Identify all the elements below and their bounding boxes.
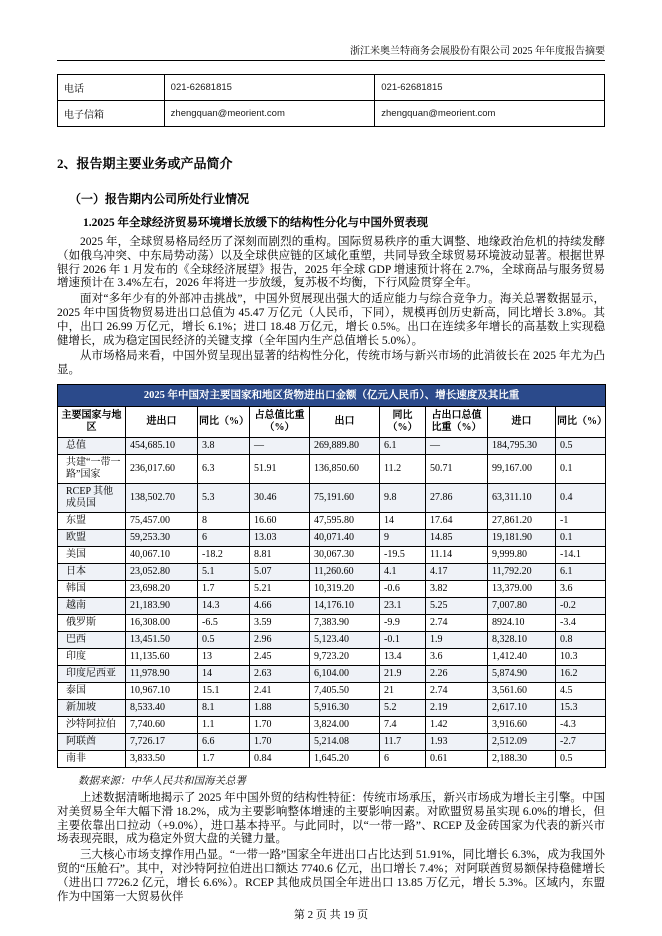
col-header-region: 主要国家与地区 bbox=[58, 407, 126, 438]
trade-table-value-cell: 23.1 bbox=[380, 598, 426, 615]
contact-row-phone bbox=[58, 75, 605, 101]
trade-table-row bbox=[58, 666, 606, 683]
trade-table-value-cell: 2.74 bbox=[426, 683, 488, 700]
trade-table-value-cell: -14.1 bbox=[556, 547, 606, 564]
contact-row-email bbox=[58, 101, 605, 127]
phone-label: 电话 bbox=[58, 75, 165, 101]
trade-table-row bbox=[58, 700, 606, 717]
trade-table-region-cell: 总值 bbox=[58, 438, 126, 455]
trade-table-value-cell: 1.1 bbox=[198, 717, 250, 734]
trade-table-value-cell: -3.4 bbox=[556, 615, 606, 632]
trade-table-value-cell: 11,135.60 bbox=[126, 649, 198, 666]
trade-table-region-cell: 日本 bbox=[58, 564, 126, 581]
trade-table-value-cell: 0.5 bbox=[556, 438, 606, 455]
body-paragraph-3: 从市场格局来看，中国外贸呈现出显著的结构性分化，传统市场与新兴市场的此消彼长在 2025 年尤为凸显。 bbox=[57, 350, 605, 377]
trade-table-value-cell: 21.9 bbox=[380, 666, 426, 683]
trade-table-row bbox=[58, 751, 606, 768]
trade-table-row bbox=[58, 683, 606, 700]
trade-table-region-cell: 印度尼西亚 bbox=[58, 666, 126, 683]
trade-table-row bbox=[58, 530, 606, 547]
trade-table-value-cell: 4.66 bbox=[250, 598, 310, 615]
trade-table-value-cell: 6,104.00 bbox=[310, 666, 380, 683]
trade-table-value-cell: 2,512.09 bbox=[488, 734, 556, 751]
trade-table-value-cell: 1.70 bbox=[250, 717, 310, 734]
trade-table-value-cell: 7,726.17 bbox=[126, 734, 198, 751]
trade-table-value-cell: 11,260.60 bbox=[310, 564, 380, 581]
trade-table-value-cell: 1.9 bbox=[426, 632, 488, 649]
trade-table-value-cell: 30,067.30 bbox=[310, 547, 380, 564]
phone-value-2: 021-62681815 bbox=[375, 75, 605, 101]
trade-table-value-cell: 7,007.80 bbox=[488, 598, 556, 615]
trade-table-value-cell: -4.3 bbox=[556, 717, 606, 734]
trade-table-value-cell: 14 bbox=[198, 666, 250, 683]
trade-table-value-cell: 1.42 bbox=[426, 717, 488, 734]
trade-table-value-cell: 2.96 bbox=[250, 632, 310, 649]
trade-table-region-cell: 韩国 bbox=[58, 581, 126, 598]
trade-table-value-cell: 11.7 bbox=[380, 734, 426, 751]
trade-table-value-cell: 5.1 bbox=[198, 564, 250, 581]
trade-table-value-cell: 0.84 bbox=[250, 751, 310, 768]
body-paragraph-1: 2025 年，全球贸易格局经历了深刻而剧烈的重构。国际贸易秩序的重大调整、地缘政治危机的持续发酵（如俄乌冲突、中东局势动荡）以及全球供应链的区域化重塑，共同导致全球贸易环境波动显著。根据世界银行 2026 年 1 月发布的《全球经济展望》报告，2025 年全球 GDP 增速预计将在 2.7%，全球商品与服务贸易增速预计在 3.4%左右，2026 年将进一步放缓，复苏极不均衡，下行风险贯穿全年。 bbox=[57, 236, 605, 290]
body-paragraph-4: 上述数据清晰地揭示了 2025 年中国外贸的结构性特征：传统市场承压，新兴市场成为增长主引擎。中国对美贸易全年大幅下滑 18.2%，成为主要影响整体增速的主要影响因素。对欧盟贸易虽实现 6.0%的增长，但主要依靠出口拉动（+9.0%），进口基本持平。与此同时，以“一带一路”、RCEP 及金砖国家为代表的新兴市场表现亮眼，成为稳定外贸大盘的关键力量。 bbox=[57, 792, 605, 846]
trade-table-value-cell: 13 bbox=[198, 649, 250, 666]
trade-table-value-cell: 2.45 bbox=[250, 649, 310, 666]
trade-table-value-cell: 13.03 bbox=[250, 530, 310, 547]
trade-table-row bbox=[58, 734, 606, 751]
trade-table-value-cell: 0.5 bbox=[198, 632, 250, 649]
trade-table-value-cell: 19,181.90 bbox=[488, 530, 556, 547]
trade-table-title: 2025 年中国对主要国家和地区货物进出口金额（亿元人民币）、增长速度及其比重 bbox=[58, 384, 606, 406]
trade-table-value-cell: -2.7 bbox=[556, 734, 606, 751]
header-divider bbox=[57, 60, 605, 61]
body-paragraph-5: 三大核心市场支撑作用凸显。“一带一路”国家全年进出口占比达到 51.91%，同比增长 6.3%，成为我国外贸的“压舱石”。其中，对沙特阿拉伯进出口额达 7740.6 亿元，出口增长 7.4%；对阿联酋贸易额保持稳健增长（进出口 7726.2 亿元，增长 6.6%）。RCEP 其他成员国全年进出口 13.85 万亿元，增长 5.3%。区域内，东盟作为中国第一大贸易伙伴 bbox=[57, 849, 605, 903]
trade-table-value-cell: 30.46 bbox=[250, 484, 310, 513]
trade-table-value-cell: 236,017.60 bbox=[126, 455, 198, 484]
trade-table-value-cell: 3.59 bbox=[250, 615, 310, 632]
trade-table-value-cell: 2.74 bbox=[426, 615, 488, 632]
email-label: 电子信箱 bbox=[58, 101, 165, 127]
trade-table-value-cell: 1,412.40 bbox=[488, 649, 556, 666]
trade-table-row bbox=[58, 717, 606, 734]
trade-table-row bbox=[58, 455, 606, 484]
trade-table-value-cell: -1 bbox=[556, 513, 606, 530]
trade-table-region-cell: 美国 bbox=[58, 547, 126, 564]
trade-table-value-cell: 1,645.20 bbox=[310, 751, 380, 768]
trade-table-value-cell: 5,874.90 bbox=[488, 666, 556, 683]
trade-table-value-cell: 5,123.40 bbox=[310, 632, 380, 649]
email-value-1: zhengquan@meorient.com bbox=[164, 101, 375, 127]
contact-info-table bbox=[57, 74, 605, 127]
trade-table-value-cell: 27.86 bbox=[426, 484, 488, 513]
trade-table-value-cell: 14.3 bbox=[198, 598, 250, 615]
industry-subsection-title: （一）报告期内公司所处行业情况 bbox=[69, 192, 250, 206]
trade-table-value-cell: 10.3 bbox=[556, 649, 606, 666]
trade-table-value-cell: 40,071.40 bbox=[310, 530, 380, 547]
trade-table-value-cell: 21 bbox=[380, 683, 426, 700]
trade-table-value-cell: 27,861.20 bbox=[488, 513, 556, 530]
trade-table-value-cell: 99,167.00 bbox=[488, 455, 556, 484]
trade-table-value-cell: 8,328.10 bbox=[488, 632, 556, 649]
trade-table-value-cell: 3,561.60 bbox=[488, 683, 556, 700]
trade-table-value-cell: 7,405.50 bbox=[310, 683, 380, 700]
trade-table-region-cell: 印度 bbox=[58, 649, 126, 666]
trade-table-row bbox=[58, 581, 606, 598]
trade-table-value-cell: 14.85 bbox=[426, 530, 488, 547]
trade-table-value-cell: 2,188.30 bbox=[488, 751, 556, 768]
trade-table-value-cell: 5.07 bbox=[250, 564, 310, 581]
trade-table-value-cell: 9.8 bbox=[380, 484, 426, 513]
trade-table-value-cell: 21,183.90 bbox=[126, 598, 198, 615]
trade-table-row bbox=[58, 564, 606, 581]
trade-table-region-cell: 阿联酋 bbox=[58, 734, 126, 751]
trade-table-body bbox=[58, 438, 606, 768]
trade-table-header-row bbox=[58, 407, 606, 438]
trade-table-value-cell: -9.9 bbox=[380, 615, 426, 632]
trade-table-value-cell: 3.6 bbox=[426, 649, 488, 666]
trade-table-value-cell: 3,824.00 bbox=[310, 717, 380, 734]
trade-table-row bbox=[58, 615, 606, 632]
trade-table-value-cell: 59,253.30 bbox=[126, 530, 198, 547]
trade-table-value-cell: — bbox=[426, 438, 488, 455]
trade-table-value-cell: 1.93 bbox=[426, 734, 488, 751]
trade-table-value-cell: -0.2 bbox=[556, 598, 606, 615]
trade-table-region-cell: RCEP 其他成员国 bbox=[58, 484, 126, 513]
trade-table bbox=[57, 384, 606, 768]
trade-table-value-cell: 5.21 bbox=[250, 581, 310, 598]
trade-table-value-cell: 0.4 bbox=[556, 484, 606, 513]
col-header-total-share: 占总值比重（%） bbox=[250, 407, 310, 438]
trade-table-region-cell: 巴西 bbox=[58, 632, 126, 649]
trade-table-value-cell: 6 bbox=[380, 751, 426, 768]
trade-table-value-cell: 9 bbox=[380, 530, 426, 547]
trade-table-value-cell: 5.25 bbox=[426, 598, 488, 615]
trade-table-row bbox=[58, 598, 606, 615]
trade-table-value-cell: 1.88 bbox=[250, 700, 310, 717]
trade-table-value-cell: 5.3 bbox=[198, 484, 250, 513]
trade-table-value-cell: 1.70 bbox=[250, 734, 310, 751]
trade-table-value-cell: 75,457.00 bbox=[126, 513, 198, 530]
trade-table-value-cell: 63,311.10 bbox=[488, 484, 556, 513]
trade-table-row bbox=[58, 632, 606, 649]
data-source-note: 数据来源：中华人民共和国海关总署 bbox=[78, 776, 246, 788]
trade-table-value-cell: 2.26 bbox=[426, 666, 488, 683]
trade-table-region-cell: 越南 bbox=[58, 598, 126, 615]
body-paragraph-2: 面对“多年少有的外部冲击挑战”，中国外贸展现出强大的适应能力与综合竞争力。海关总署数据显示，2025 年中国货物贸易进出口总值为 45.47 万亿元（人民币，下同），规模再创历史新高，同比增长 3.8%。其中，出口 26.99 万亿元，增长 6.1%；进口 18.48 万亿元，增长 0.5%。出口在连续多年增长的高基数上实现稳健增长，成为稳定国民经济的关键支撑（全年国内生产总值增长 5.0%）。 bbox=[57, 293, 605, 347]
trade-table-value-cell: 11,978.90 bbox=[126, 666, 198, 683]
section-title: 2、报告期主要业务或产品简介 bbox=[57, 156, 233, 171]
trade-table-value-cell: 11.14 bbox=[426, 547, 488, 564]
trade-table-value-cell: 51.91 bbox=[250, 455, 310, 484]
trade-table-value-cell: 4.5 bbox=[556, 683, 606, 700]
trade-table-value-cell: 6.6 bbox=[198, 734, 250, 751]
col-header-total: 进出口 bbox=[126, 407, 198, 438]
document-header-title: 浙江米奥兰特商务会展股份有限公司 2025 年年度报告摘要 bbox=[350, 46, 605, 57]
trade-table-value-cell: 6 bbox=[198, 530, 250, 547]
trade-table-region-cell: 南非 bbox=[58, 751, 126, 768]
trade-table-value-cell: 4.1 bbox=[380, 564, 426, 581]
trade-table-value-cell: 3.8 bbox=[198, 438, 250, 455]
trade-table-value-cell: 9,723.20 bbox=[310, 649, 380, 666]
trade-table-region-cell: 泰国 bbox=[58, 683, 126, 700]
trade-table-row bbox=[58, 547, 606, 564]
trade-table-row bbox=[58, 438, 606, 455]
trade-table-region-cell: 新加坡 bbox=[58, 700, 126, 717]
trade-table-row bbox=[58, 484, 606, 513]
trade-table-value-cell: -6.5 bbox=[198, 615, 250, 632]
trade-table-value-cell: 11.2 bbox=[380, 455, 426, 484]
trade-table-value-cell: 23,698.20 bbox=[126, 581, 198, 598]
trade-table-value-cell: -18.2 bbox=[198, 547, 250, 564]
trade-table-value-cell: 7,383.90 bbox=[310, 615, 380, 632]
trade-table-value-cell: 269,889.80 bbox=[310, 438, 380, 455]
trade-table-value-cell: 6.1 bbox=[556, 564, 606, 581]
phone-value-1: 021-62681815 bbox=[164, 75, 375, 101]
trade-table-value-cell: -19.5 bbox=[380, 547, 426, 564]
trade-table-value-cell: 10,967.10 bbox=[126, 683, 198, 700]
trade-table-value-cell: 8.1 bbox=[198, 700, 250, 717]
trade-table-value-cell: 8.81 bbox=[250, 547, 310, 564]
trade-table-value-cell: 15.1 bbox=[198, 683, 250, 700]
trade-table-value-cell: 75,191.60 bbox=[310, 484, 380, 513]
trade-table-value-cell: 16.60 bbox=[250, 513, 310, 530]
trade-table-value-cell: 9,999.80 bbox=[488, 547, 556, 564]
trade-table-value-cell: — bbox=[250, 438, 310, 455]
trade-table-value-cell: 2,617.10 bbox=[488, 700, 556, 717]
trade-table-value-cell: 5,214.08 bbox=[310, 734, 380, 751]
trade-table-value-cell: 16,308.00 bbox=[126, 615, 198, 632]
trade-table-value-cell: 8,533.40 bbox=[126, 700, 198, 717]
trade-table-value-cell: 4.17 bbox=[426, 564, 488, 581]
trade-table-value-cell: 6.1 bbox=[380, 438, 426, 455]
trade-table-value-cell: 1.7 bbox=[198, 581, 250, 598]
email-value-2: zhengquan@meorient.com bbox=[375, 101, 605, 127]
trade-table-value-cell: 5.2 bbox=[380, 700, 426, 717]
trade-table-value-cell: 0.1 bbox=[556, 530, 606, 547]
trade-table-value-cell: -0.6 bbox=[380, 581, 426, 598]
trade-table-region-cell: 俄罗斯 bbox=[58, 615, 126, 632]
trade-table-region-cell: 欧盟 bbox=[58, 530, 126, 547]
trade-table-value-cell: 8924.10 bbox=[488, 615, 556, 632]
trade-table-value-cell: 2.63 bbox=[250, 666, 310, 683]
trade-table-value-cell: 5,916.30 bbox=[310, 700, 380, 717]
trade-table-value-cell: 3.82 bbox=[426, 581, 488, 598]
trade-table-value-cell: 8 bbox=[198, 513, 250, 530]
trade-table-value-cell: 3,833.50 bbox=[126, 751, 198, 768]
trade-table-value-cell: 23,052.80 bbox=[126, 564, 198, 581]
col-header-export-yoy: 同比（%） bbox=[380, 407, 426, 438]
trade-table-value-cell: 3,916.60 bbox=[488, 717, 556, 734]
trade-table-value-cell: 15.3 bbox=[556, 700, 606, 717]
trade-table-value-cell: -0.1 bbox=[380, 632, 426, 649]
trade-table-value-cell: 136,850.60 bbox=[310, 455, 380, 484]
trade-table-region-cell: 沙特阿拉伯 bbox=[58, 717, 126, 734]
trade-table-value-cell: 14 bbox=[380, 513, 426, 530]
trade-table-value-cell: 6.3 bbox=[198, 455, 250, 484]
trade-table-value-cell: 3.6 bbox=[556, 581, 606, 598]
trade-table-value-cell: 47,595.80 bbox=[310, 513, 380, 530]
col-header-export: 出口 bbox=[310, 407, 380, 438]
topic-title: 1.2025 年全球经济贸易环境增长放缓下的结构性分化与中国外贸表现 bbox=[83, 217, 428, 229]
trade-table-value-cell: 0.61 bbox=[426, 751, 488, 768]
trade-table-value-cell: 14,176.10 bbox=[310, 598, 380, 615]
col-header-import: 进口 bbox=[488, 407, 556, 438]
trade-table-region-cell: 共建“一带一路”国家 bbox=[58, 455, 126, 484]
col-header-import-yoy: 同比（%） bbox=[556, 407, 606, 438]
trade-table-value-cell: 13,451.50 bbox=[126, 632, 198, 649]
trade-table-value-cell: 10,319.20 bbox=[310, 581, 380, 598]
page-number: 第 2 页 共 19 页 bbox=[293, 909, 369, 922]
trade-table-value-cell: 2.19 bbox=[426, 700, 488, 717]
trade-table-value-cell: 454,685.10 bbox=[126, 438, 198, 455]
trade-table-value-cell: 13,379.00 bbox=[488, 581, 556, 598]
trade-table-value-cell: 7,740.60 bbox=[126, 717, 198, 734]
trade-table-value-cell: 40,067.10 bbox=[126, 547, 198, 564]
trade-table-value-cell: 0.8 bbox=[556, 632, 606, 649]
trade-table-value-cell: 138,502.70 bbox=[126, 484, 198, 513]
trade-table-value-cell: 17.64 bbox=[426, 513, 488, 530]
trade-table-value-cell: 0.1 bbox=[556, 455, 606, 484]
trade-table-value-cell: 2.41 bbox=[250, 683, 310, 700]
trade-table-row bbox=[58, 513, 606, 530]
trade-table-value-cell: 7.4 bbox=[380, 717, 426, 734]
trade-table-value-cell: 184,795.30 bbox=[488, 438, 556, 455]
col-header-export-share: 占出口总值比重（%） bbox=[426, 407, 488, 438]
trade-table-value-cell: 0.5 bbox=[556, 751, 606, 768]
trade-table-value-cell: 11,792.20 bbox=[488, 564, 556, 581]
trade-table-title-row bbox=[58, 384, 606, 406]
trade-table-row bbox=[58, 649, 606, 666]
trade-table-value-cell: 1.7 bbox=[198, 751, 250, 768]
trade-table-value-cell: 13.4 bbox=[380, 649, 426, 666]
trade-table-value-cell: 50.71 bbox=[426, 455, 488, 484]
trade-table-value-cell: 16.2 bbox=[556, 666, 606, 683]
col-header-total-yoy: 同比（%） bbox=[198, 407, 250, 438]
trade-table-region-cell: 东盟 bbox=[58, 513, 126, 530]
